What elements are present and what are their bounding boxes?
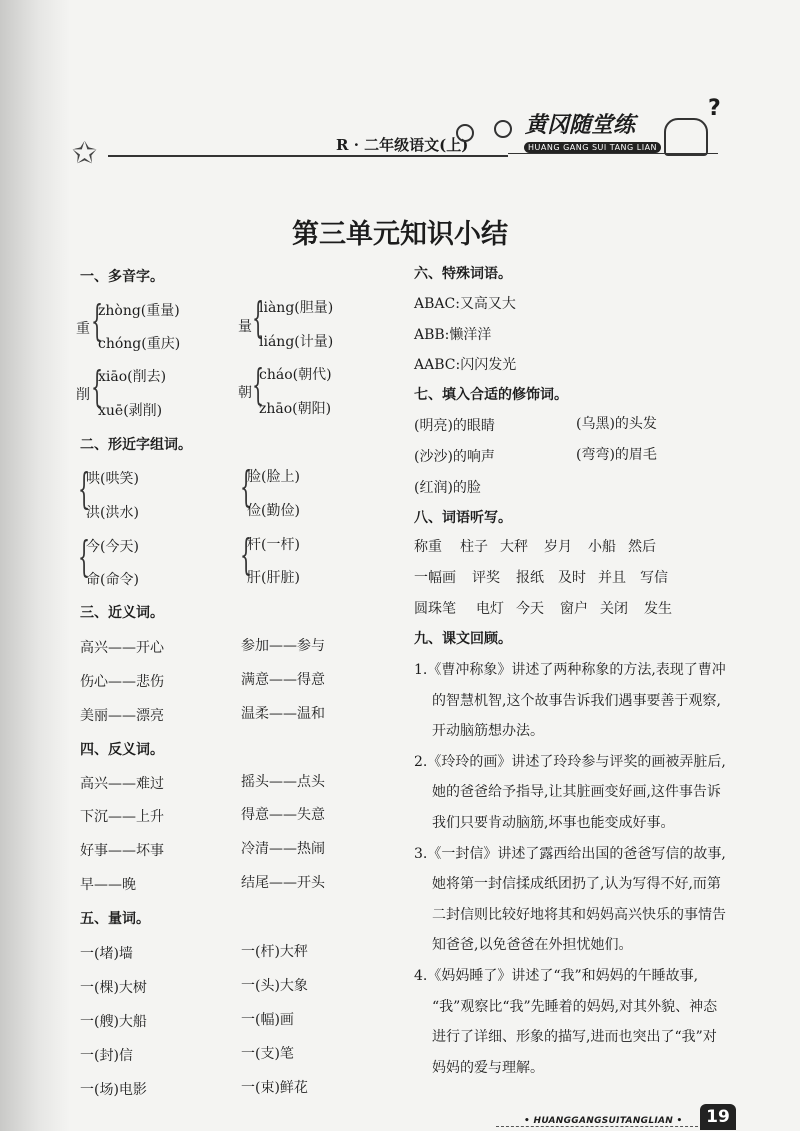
footer-brand-text: • HUANGGANGSUITANGLIAN • bbox=[524, 1116, 683, 1126]
kids-desk-icon bbox=[664, 118, 708, 156]
header-rule bbox=[108, 155, 508, 157]
special-word-pattern: ABB:懒洋洋 bbox=[414, 327, 492, 343]
brace-icon: { bbox=[91, 362, 104, 411]
polyphone-char: 削 bbox=[76, 387, 90, 403]
modifier-item: (弯弯)的眉毛 bbox=[576, 447, 657, 463]
synonym-pair: 美丽——漂亮 bbox=[80, 708, 164, 724]
antonym-pair: 高兴——难过 bbox=[80, 776, 164, 792]
circle-decoration-icon bbox=[494, 120, 512, 138]
dictation-word: 柱子 bbox=[460, 539, 488, 555]
antonym-pair: 冷清——热闹 bbox=[241, 841, 325, 857]
dictation-word: 关闭 bbox=[600, 601, 628, 617]
brace-icon: { bbox=[91, 296, 104, 345]
synonym-pair: 伤心——悲伤 bbox=[80, 674, 164, 690]
modifier-item: (明亮)的眼睛 bbox=[414, 418, 495, 434]
dictation-word: 一幅画 bbox=[414, 570, 456, 586]
page-number: 19 bbox=[700, 1104, 736, 1130]
review-line: 4.《妈妈睡了》讲述了“我”和妈妈的午睡故事, bbox=[414, 968, 699, 984]
dictation-word: 岁月 bbox=[544, 539, 572, 555]
measure-word-item: 一(堵)墙 bbox=[80, 946, 133, 962]
measure-word-item: 一(棵)大树 bbox=[80, 980, 147, 996]
dictation-word: 今天 bbox=[516, 601, 544, 617]
polyphone-reading: zhāo(朝阳) bbox=[259, 401, 332, 417]
dictation-word: 然后 bbox=[628, 539, 656, 555]
measure-word-item: 一(场)电影 bbox=[80, 1082, 147, 1098]
review-line: 2.《玲玲的画》讲述了玲玲参与评奖的画被弄脏后, bbox=[414, 754, 726, 770]
similar-char-word: 脸(脸上) bbox=[247, 469, 300, 485]
review-line: 知爸爸,以免爸爸在外担忧她们。 bbox=[432, 937, 633, 953]
brace-icon: { bbox=[252, 293, 265, 342]
special-word-pattern: AABC:闪闪发光 bbox=[414, 357, 517, 373]
similar-char-word: 哄(哄笑) bbox=[86, 471, 139, 487]
measure-word-item: 一(封)信 bbox=[80, 1048, 133, 1064]
section-heading-antonyms: 四、反义词。 bbox=[80, 742, 164, 758]
special-word-pattern: ABAC:又高又大 bbox=[414, 296, 516, 312]
page-edge-shadow bbox=[0, 0, 70, 1131]
synonym-pair: 高兴——开心 bbox=[80, 640, 164, 656]
dictation-word: 圆珠笔 bbox=[414, 601, 456, 617]
similar-char-word: 俭(勤俭) bbox=[247, 503, 300, 519]
review-line: 她的爸爸给予指导,让其脏画变好画,这件事告诉 bbox=[432, 784, 721, 800]
review-line: 的智慧机智,这个故事告诉我们遇事要善于观察, bbox=[432, 693, 721, 709]
similar-char-word: 杆(一杆) bbox=[247, 537, 300, 553]
polyphone-reading: cháo(朝代) bbox=[259, 367, 332, 383]
brand-logo-text: 黄冈随堂练 bbox=[525, 112, 636, 138]
measure-word-item: 一(艘)大船 bbox=[80, 1014, 147, 1030]
dictation-word: 窗户 bbox=[560, 601, 588, 617]
polyphone-reading: liàng(胆量) bbox=[259, 300, 334, 316]
antonym-pair: 下沉——上升 bbox=[80, 809, 164, 825]
brace-icon: { bbox=[78, 464, 91, 513]
polyphone-reading: zhòng(重量) bbox=[98, 303, 180, 319]
modifier-item: (红润)的脸 bbox=[414, 480, 481, 496]
review-line: 进行了详细、形象的描写,进而也突出了“我”对 bbox=[432, 1029, 717, 1045]
polyphone-char: 量 bbox=[238, 319, 252, 335]
brace-icon: { bbox=[78, 532, 91, 581]
star-icon: ✩ bbox=[72, 136, 98, 171]
measure-word-item: 一(支)笔 bbox=[241, 1046, 294, 1062]
polyphone-char: 朝 bbox=[238, 385, 252, 401]
page-title: 第三单元知识小结 bbox=[292, 219, 508, 250]
section-heading-dictation: 八、词语听写。 bbox=[414, 510, 512, 526]
similar-char-word: 肝(肝脏) bbox=[247, 570, 300, 586]
dictation-word: 大秤 bbox=[500, 539, 528, 555]
measure-word-item: 一(束)鲜花 bbox=[241, 1080, 308, 1096]
antonym-pair: 得意——失意 bbox=[241, 807, 325, 823]
synonym-pair: 温柔——温和 bbox=[241, 706, 325, 722]
section-heading-similar-chars: 二、形近字组词。 bbox=[80, 437, 192, 453]
brace-icon: { bbox=[240, 530, 253, 579]
similar-char-word: 今(今天) bbox=[86, 539, 139, 555]
measure-word-item: 一(杆)大秤 bbox=[241, 944, 308, 960]
review-line: 妈妈的爱与理解。 bbox=[432, 1060, 544, 1076]
similar-char-word: 命(命令) bbox=[86, 572, 139, 588]
similar-char-word: 洪(洪水) bbox=[86, 505, 139, 521]
synonym-pair: 参加——参与 bbox=[241, 638, 325, 654]
measure-word-item: 一(头)大象 bbox=[241, 978, 308, 994]
dictation-word: 报纸 bbox=[516, 570, 544, 586]
review-line: “我”观察比“我”先睡着的妈妈,对其外貌、神态 bbox=[432, 999, 718, 1015]
section-heading-review: 九、课文回顾。 bbox=[414, 631, 512, 647]
antonym-pair: 早——晚 bbox=[80, 877, 136, 893]
antonym-pair: 摇头——点头 bbox=[241, 774, 325, 790]
dictation-word: 并且 bbox=[598, 570, 626, 586]
polyphone-char: 重 bbox=[76, 321, 90, 337]
review-line: 1.《曹冲称象》讲述了两种称象的方法,表现了曹冲 bbox=[414, 662, 726, 678]
dictation-word: 小船 bbox=[588, 539, 616, 555]
section-heading-special-words: 六、特殊词语。 bbox=[414, 266, 512, 282]
dictation-word: 及时 bbox=[558, 570, 586, 586]
section-heading-modifiers: 七、填入合适的修饰词。 bbox=[414, 387, 568, 403]
brace-icon: { bbox=[252, 360, 265, 409]
polyphone-reading: chóng(重庆) bbox=[98, 336, 181, 352]
antonym-pair: 好事——坏事 bbox=[80, 843, 164, 859]
review-line: 3.《一封信》讲述了露西给出国的爸爸写信的故事, bbox=[414, 846, 726, 862]
polyphone-reading: liáng(计量) bbox=[259, 334, 334, 350]
review-line: 她将第一封信揉成纸团扔了,认为写得不好,而第 bbox=[432, 876, 721, 892]
brace-icon: { bbox=[240, 462, 253, 511]
footer-rule bbox=[496, 1126, 698, 1127]
measure-word-item: 一(幅)画 bbox=[241, 1012, 294, 1028]
dictation-word: 发生 bbox=[644, 601, 672, 617]
review-line: 二封信则比较好地将其和妈妈高兴快乐的事情告 bbox=[432, 907, 726, 923]
dictation-word: 称重 bbox=[414, 539, 442, 555]
dictation-word: 电灯 bbox=[476, 601, 504, 617]
running-head: R · 二年级语文(上) bbox=[336, 136, 469, 154]
brand-logo-subtitle: HUANG GANG SUI TANG LIAN bbox=[524, 142, 661, 153]
polyphone-reading: xuē(剥削) bbox=[98, 403, 163, 419]
antonym-pair: 结尾——开头 bbox=[241, 875, 325, 891]
modifier-item: (乌黑)的头发 bbox=[576, 416, 657, 432]
dictation-word: 评奖 bbox=[472, 570, 500, 586]
section-heading-synonyms: 三、近义词。 bbox=[80, 605, 164, 621]
synonym-pair: 满意——得意 bbox=[241, 672, 325, 688]
modifier-item: (沙沙)的响声 bbox=[414, 449, 495, 465]
polyphone-reading: xiāo(削去) bbox=[98, 369, 167, 385]
question-mark-icon: ? bbox=[708, 96, 721, 121]
review-line: 我们只要肯动脑筋,坏事也能变成好事。 bbox=[432, 815, 675, 831]
section-heading-polyphones: 一、多音字。 bbox=[80, 269, 164, 285]
circle-decoration-icon bbox=[456, 124, 474, 142]
review-line: 开动脑筋想办法。 bbox=[432, 723, 544, 739]
dictation-word: 写信 bbox=[640, 570, 668, 586]
section-heading-measure-words: 五、量词。 bbox=[80, 911, 150, 927]
